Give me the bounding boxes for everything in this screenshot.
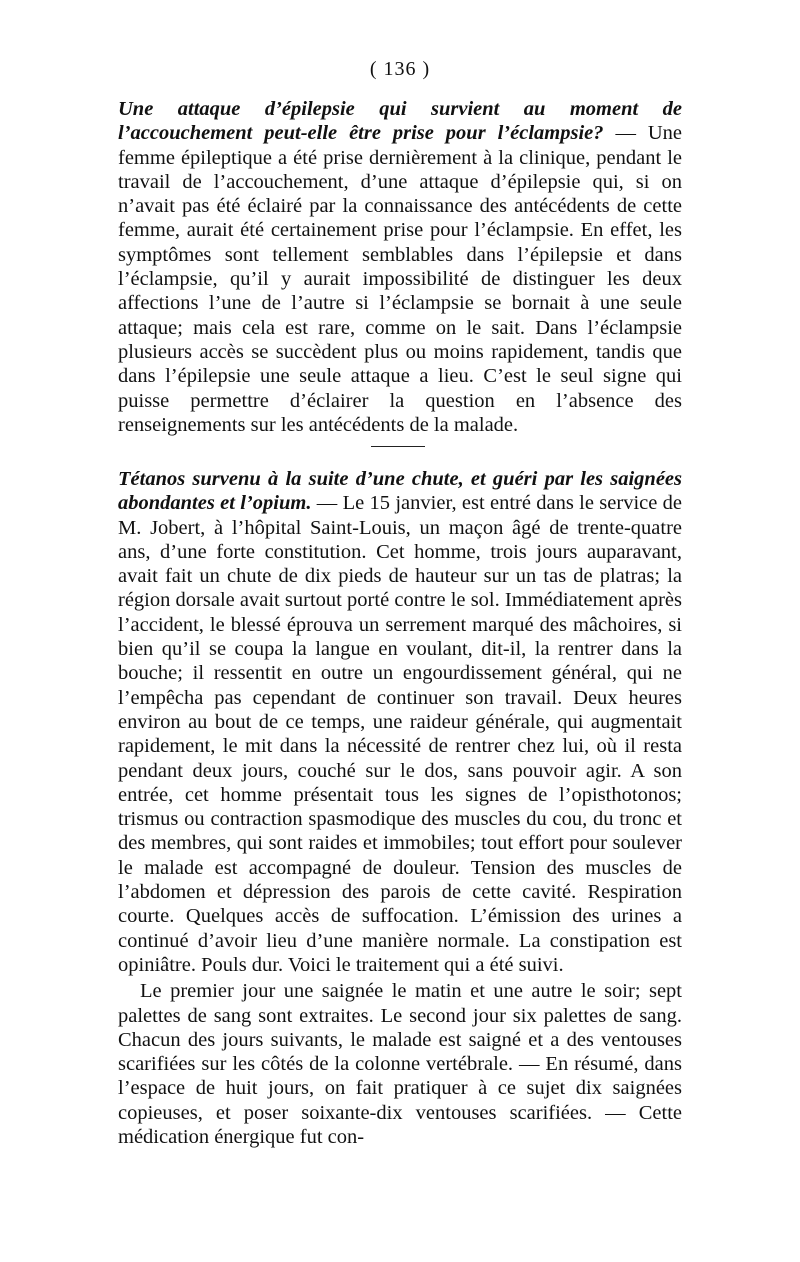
section-divider bbox=[371, 446, 425, 447]
paragraph bbox=[118, 97, 682, 437]
article-title: Tétanos survenu à la suite d’une chute, et guéri par les saignées abondantes et l’opium. bbox=[118, 468, 682, 515]
article-epilepsie bbox=[118, 97, 682, 437]
article-body: — Une femme épileptique a été prise dernièrement à la clinique, pendant le travail de l’accouchement, d’une attaque d’épilepsie qui, si on n’avait pas été éclairé par la connaissance des antécédents de cette femme, aurait été certainement prise pour l’éclampsie. En effet, les symptômes sont tellement semblables dans l’épilepsie et dans l’éclampsie, qu’il y aurait impossibilité de distinguer les deux affections l’une de l’autre si l’éclampsie se bornait à une seule attaque; mais cela est rare, comme on le sait. Dans l’éclampsie plusieurs accès se succèdent plus ou moins rapidement, tandis que dans l’épilepsie une seule attaque a lieu. C’est le seul signe qui puisse permettre d’éclairer la question en l’absence des renseignements sur les antécédents de la malade. bbox=[118, 122, 683, 436]
page-number: ( 136 ) bbox=[369, 58, 431, 80]
article-body: — Le 15 janvier, est entré dans le service de M. Jobert, à l’hôpital Saint-Louis, un maçon âgé de trente-quatre ans, d’une forte constitution. Cet homme, trois jours auparavant, avait fait un chute de dix pieds de hauteur sur un tas de platras; la région dorsale avait surtout porté contre le sol. Immédiatement après l’accident, le blessé éprouva un serrement marqué des mâchoires, si bien qu’il se coupa la langue en voulant, dit-il, la rentrer dans la bouche; il ressentit en outre un engourdissement général, qui ne l’empêcha pas cependant de continuer son travail. Deux heures environ au bout de ce temps, une raideur générale, qui augmentait rapidement, le mit dans la nécessité de rentrer chez lui, où il resta pendant deux jours, couché sur le dos, sans pouvoir agir. A son entrée, cet homme présentait tous les signes de l’opisthotonos; trismus ou contraction spasmodique des muscles du cou, du tronc et des membres, qui sont raides et immobiles; tout effort pour soulever le malade est accompagné de douleur. Tension des muscles de l’abdomen et dépression des parois de cette cavité. Respiration courte. Quelques accès de suffocation. L’émission des urines a continué d’avoir lieu d’une manière normale. La constipation est opiniâtre. Pouls dur. Voici le traitement qui a été suivi. bbox=[118, 492, 683, 976]
paragraph: Le premier jour une saignée le matin et une autre le soir; sept palettes de sang sont extraites. Le second jour six palettes de sang. Chacun des jours suivants, le malade est saigné et a des ventouses scarifiées sur les côtés de la colonne vertébrale. — En résumé, dans l’espace de huit jours, on fait pratiquer à ce sujet dix saignées copieuses, et poser soixante-dix ventouses scarifiées. — Cette médication énergique fut con- bbox=[118, 980, 682, 1149]
article-title: Une attaque d’épilepsie qui survient au moment de l’accouchement peut-elle être prise pour l’éclampsie? bbox=[118, 98, 682, 145]
article-tetanos bbox=[118, 467, 682, 1149]
paragraph bbox=[118, 467, 682, 977]
